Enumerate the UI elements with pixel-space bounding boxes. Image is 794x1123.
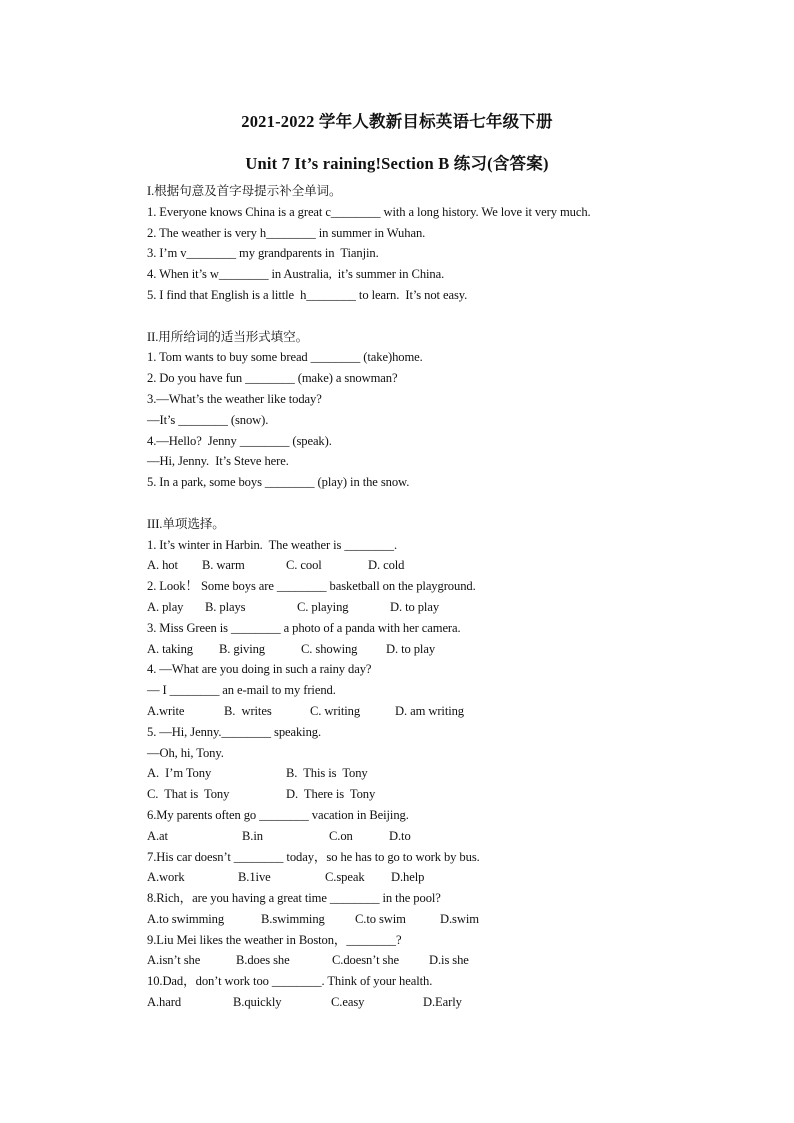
exercise-line: 1. Everyone knows China is a great c________ with a long history. We love it very much. xyxy=(147,204,591,219)
question-stem: 5. —Hi, Jenny.________ speaking. xyxy=(147,724,322,739)
exercise-line: 2. Do you have fun ________ (make) a snowman? xyxy=(147,371,398,386)
option: C. playing xyxy=(297,599,349,614)
option: B. warm xyxy=(202,558,245,573)
exercise-line: 5. In a park, some boys ________ (play) in the snow. xyxy=(147,475,410,490)
option: C.on xyxy=(329,828,353,843)
question-stem: 8.Rich，are you having a great time ________ in the pool? xyxy=(147,891,441,906)
exercise-content xyxy=(147,181,767,1013)
question-stem: —Oh, hi, Tony. xyxy=(147,745,224,760)
option: D.Early xyxy=(423,995,462,1010)
option: D.to xyxy=(389,828,411,843)
option-row xyxy=(147,784,767,805)
section-heading-2: II.用所给词的适当形式填空。 xyxy=(147,329,309,344)
option: B. This is Tony xyxy=(286,766,368,781)
section-heading-3: III.单项选择。 xyxy=(147,516,225,531)
option: D.swim xyxy=(440,911,479,926)
option-row xyxy=(147,950,767,971)
question-stem: 2. Look！ Some boys are ________ basketball on the playground. xyxy=(147,579,476,594)
option: C. That is Tony xyxy=(147,787,230,802)
exercise-line: 1. Tom wants to buy some bread ________ (take)home. xyxy=(147,350,423,365)
option: D.is she xyxy=(429,953,469,968)
exercise-line: 2. The weather is very h________ in summer in Wuhan. xyxy=(147,225,426,240)
option-row xyxy=(147,763,767,784)
section-heading-1: I.根据句意及首字母提示补全单词。 xyxy=(147,184,342,198)
option: C.doesn’t she xyxy=(332,953,400,968)
option: B. writes xyxy=(224,703,272,718)
option: A.at xyxy=(147,828,168,843)
option: C. cool xyxy=(286,558,322,573)
option-row xyxy=(147,992,767,1013)
option: A.write xyxy=(147,703,185,718)
option: B. giving xyxy=(219,641,265,656)
option: C. showing xyxy=(301,641,358,656)
question-stem: — I ________ an e-mail to my friend. xyxy=(147,683,336,698)
option: A.work xyxy=(147,870,185,885)
option: B.does she xyxy=(236,953,290,968)
question-stem: 3. Miss Green is ________ a photo of a panda with her camera. xyxy=(147,620,461,635)
exercise-line: 5. I find that English is a little h________ to learn. It’s not easy. xyxy=(147,287,468,302)
exercise-line: 4. When it’s w________ in Australia, it’s summer in China. xyxy=(147,267,445,282)
section-spacer xyxy=(147,493,767,514)
option: A. I’m Tony xyxy=(147,766,212,781)
option: A. taking xyxy=(147,641,193,656)
option: B. plays xyxy=(205,599,246,614)
question-stem: 10.Dad，don’t work too ________. Think of your health. xyxy=(147,974,433,989)
option-row xyxy=(147,701,767,722)
option: A.to swimming xyxy=(147,911,225,926)
option: A.hard xyxy=(147,995,182,1010)
option: D. to play xyxy=(390,599,440,614)
exercise-line: 3. I’m v________ my grandparents in Tianjin. xyxy=(147,246,379,261)
question-stem: 9.Liu Mei likes the weather in Boston，________? xyxy=(147,932,402,947)
question-stem: 6.My parents often go ________ vacation in Beijing. xyxy=(147,807,409,822)
option: A. hot xyxy=(147,558,178,573)
option-row xyxy=(147,597,767,618)
option: D. cold xyxy=(368,558,405,573)
page-title: 2021-2022 学年人教新目标英语七年级下册 xyxy=(241,112,553,131)
page-subtitle: Unit 7 It’s raining!Section B 练习(含答案) xyxy=(245,154,549,173)
option: C.easy xyxy=(331,995,365,1010)
question-stem: 1. It’s winter in Harbin. The weather is ________. xyxy=(147,537,397,552)
option: B.quickly xyxy=(233,995,282,1010)
option: C. writing xyxy=(310,703,361,718)
option-row xyxy=(147,555,767,576)
option: C.to swim xyxy=(355,911,406,926)
option: D.help xyxy=(391,870,425,885)
option: D. to play xyxy=(386,641,436,656)
exercise-line: —It’s ________ (snow). xyxy=(147,412,269,427)
section-spacer xyxy=(147,306,767,327)
question-stem: 7.His car doesn’t ________ today，so he has to go to work by bus. xyxy=(147,849,480,864)
option: D. am writing xyxy=(395,703,465,718)
exercise-line: —Hi, Jenny. It’s Steve here. xyxy=(147,454,289,469)
option: C.speak xyxy=(325,870,365,885)
question-stem: 4. —What are you doing in such a rainy day? xyxy=(147,662,372,677)
exercise-line: 4.—Hello? Jenny ________ (speak). xyxy=(147,433,332,448)
option: A. play xyxy=(147,599,184,614)
option-row xyxy=(147,867,767,888)
option: B.in xyxy=(242,828,263,843)
option: D. There is Tony xyxy=(286,787,376,802)
exercise-line: 3.—What’s the weather like today? xyxy=(147,391,322,406)
option: B.1ive xyxy=(238,870,271,885)
option: A.isn’t she xyxy=(147,953,201,968)
option-row xyxy=(147,639,767,660)
option-row xyxy=(147,909,767,930)
option: B.swimming xyxy=(261,911,325,926)
option-row xyxy=(147,826,767,847)
